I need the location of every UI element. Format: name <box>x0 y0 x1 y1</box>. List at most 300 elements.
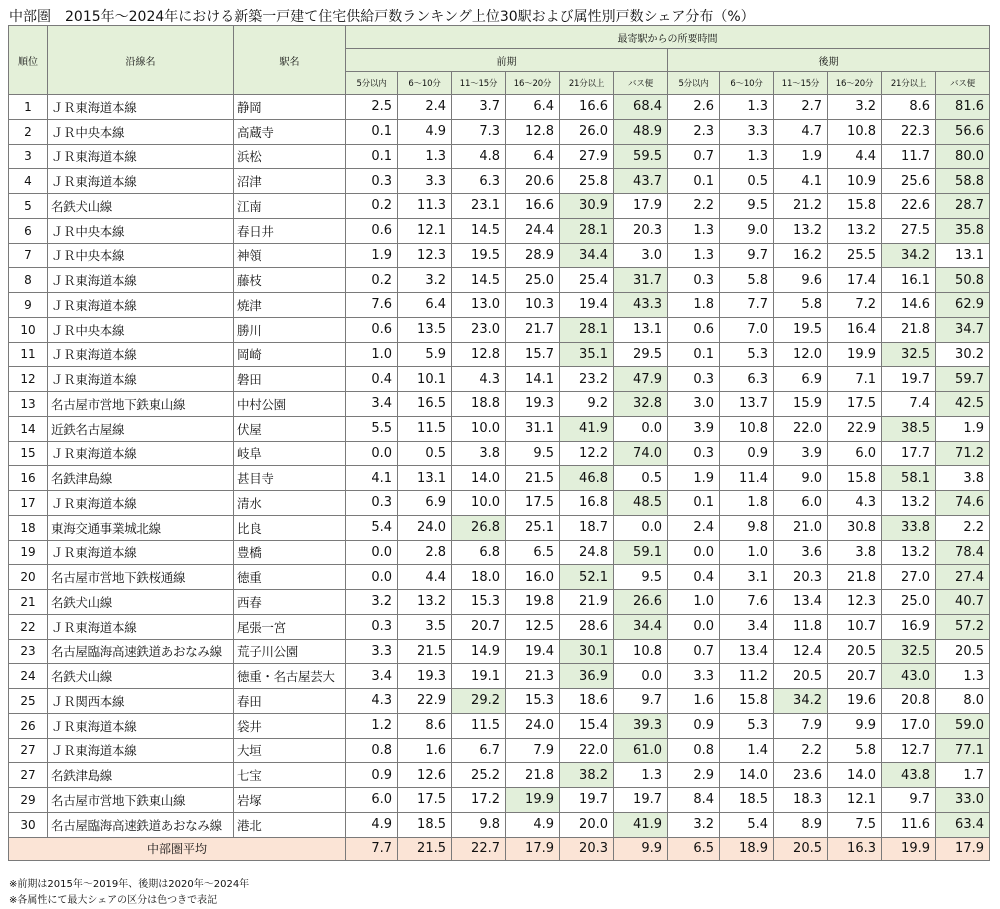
share-cell-p1: 22.9 <box>398 689 452 714</box>
share-cell-p2: 3.1 <box>720 565 774 590</box>
share-cell-p2: 9.7 <box>882 788 936 813</box>
share-cell-p1: 0.0 <box>614 416 668 441</box>
share-cell-p1: 9.7 <box>614 689 668 714</box>
share-cell-p1: 16.0 <box>506 565 560 590</box>
share-cell-p2: 8.0 <box>936 689 990 714</box>
line-cell: 名古屋市営地下鉄桜通線 <box>48 565 234 590</box>
share-cell-p2: 13.2 <box>828 218 882 243</box>
share-cell-p2: 17.5 <box>828 392 882 417</box>
table-row <box>9 590 990 615</box>
header-p2-category: 21分以上 <box>882 72 936 95</box>
share-cell-p2: 12.1 <box>828 788 882 813</box>
share-cell-p2: 28.7 <box>936 194 990 219</box>
share-cell-p2: 81.6 <box>936 95 990 120</box>
share-cell-p2: 18.3 <box>774 788 828 813</box>
share-cell-p1: 4.9 <box>398 119 452 144</box>
header-p2-category: 16～20分 <box>828 72 882 95</box>
share-cell-p2: 2.4 <box>668 515 720 540</box>
share-cell-p2: 9.0 <box>774 466 828 491</box>
share-cell-p1: 15.3 <box>506 689 560 714</box>
share-cell-p1: 4.8 <box>452 144 506 169</box>
share-cell-p2: 13.1 <box>936 243 990 268</box>
station-cell: 焼津 <box>234 293 346 318</box>
share-cell-p1: 15.3 <box>452 590 506 615</box>
average-cell-p2: 16.3 <box>828 837 882 860</box>
rank-cell: 15 <box>9 441 48 466</box>
line-cell: ＪＲ東海道本線 <box>48 441 234 466</box>
line-cell: 名古屋臨海高速鉄道あおなみ線 <box>48 639 234 664</box>
share-cell-p2: 12.4 <box>774 639 828 664</box>
share-cell-p2: 1.9 <box>668 466 720 491</box>
share-cell-p1: 28.9 <box>506 243 560 268</box>
share-cell-p2: 9.6 <box>774 268 828 293</box>
share-cell-p1: 6.9 <box>398 491 452 516</box>
share-cell-p2: 6.3 <box>720 367 774 392</box>
header-line: 沿線名 <box>48 26 234 95</box>
station-cell: 豊橋 <box>234 540 346 565</box>
share-cell-p2: 14.0 <box>720 763 774 788</box>
share-cell-p1: 17.9 <box>614 194 668 219</box>
share-cell-p2: 20.5 <box>774 664 828 689</box>
share-cell-p1: 0.0 <box>346 540 398 565</box>
share-cell-p2: 0.1 <box>668 342 720 367</box>
share-cell-p1: 16.6 <box>560 95 614 120</box>
share-cell-p1: 18.6 <box>560 689 614 714</box>
share-cell-p2: 5.8 <box>828 738 882 763</box>
share-cell-p2: 4.1 <box>774 169 828 194</box>
share-cell-p2: 22.0 <box>774 416 828 441</box>
table-row <box>9 689 990 714</box>
average-cell-p1: 22.7 <box>452 837 506 860</box>
share-cell-p1: 3.3 <box>346 639 398 664</box>
share-cell-p1: 6.5 <box>506 540 560 565</box>
line-cell: 名鉄犬山線 <box>48 194 234 219</box>
share-cell-p1: 0.3 <box>346 169 398 194</box>
share-cell-p2: 7.7 <box>720 293 774 318</box>
share-cell-p1: 68.4 <box>614 95 668 120</box>
share-cell-p2: 6.9 <box>774 367 828 392</box>
share-cell-p2: 3.9 <box>668 416 720 441</box>
share-cell-p2: 50.8 <box>936 268 990 293</box>
share-cell-p1: 11.5 <box>398 416 452 441</box>
share-cell-p1: 0.5 <box>398 441 452 466</box>
share-cell-p2: 20.7 <box>828 664 882 689</box>
share-cell-p2: 10.8 <box>720 416 774 441</box>
share-cell-p1: 13.1 <box>614 317 668 342</box>
share-cell-p2: 43.0 <box>882 664 936 689</box>
share-cell-p1: 25.1 <box>506 515 560 540</box>
table-row <box>9 565 990 590</box>
share-cell-p2: 30.2 <box>936 342 990 367</box>
share-cell-p1: 10.0 <box>452 491 506 516</box>
share-cell-p1: 3.8 <box>452 441 506 466</box>
share-cell-p1: 43.3 <box>614 293 668 318</box>
share-cell-p2: 11.8 <box>774 614 828 639</box>
share-cell-p2: 3.3 <box>720 119 774 144</box>
share-cell-p2: 40.7 <box>936 590 990 615</box>
line-cell: 近鉄名古屋線 <box>48 416 234 441</box>
share-cell-p2: 20.3 <box>774 565 828 590</box>
share-cell-p1: 38.2 <box>560 763 614 788</box>
share-cell-p1: 0.0 <box>346 441 398 466</box>
share-cell-p1: 52.1 <box>560 565 614 590</box>
share-cell-p2: 11.7 <box>882 144 936 169</box>
average-cell-p1: 20.3 <box>560 837 614 860</box>
share-cell-p2: 0.5 <box>720 169 774 194</box>
share-cell-p2: 25.0 <box>882 590 936 615</box>
share-cell-p2: 2.2 <box>936 515 990 540</box>
share-cell-p2: 15.8 <box>828 466 882 491</box>
share-cell-p2: 33.8 <box>882 515 936 540</box>
share-cell-p2: 1.4 <box>720 738 774 763</box>
share-cell-p1: 21.9 <box>560 590 614 615</box>
share-cell-p2: 19.6 <box>828 689 882 714</box>
rank-cell: 9 <box>9 293 48 318</box>
share-cell-p1: 3.3 <box>398 169 452 194</box>
station-cell: 静岡 <box>234 95 346 120</box>
share-cell-p2: 6.0 <box>774 491 828 516</box>
share-cell-p2: 7.6 <box>720 590 774 615</box>
table-row <box>9 763 990 788</box>
header-p2-category: バス便 <box>936 72 990 95</box>
share-cell-p1: 0.3 <box>346 491 398 516</box>
share-cell-p1: 24.8 <box>560 540 614 565</box>
share-cell-p1: 35.1 <box>560 342 614 367</box>
share-cell-p1: 19.1 <box>452 664 506 689</box>
rank-cell: 29 <box>9 788 48 813</box>
share-cell-p1: 30.1 <box>560 639 614 664</box>
rank-cell: 30 <box>9 812 48 837</box>
share-cell-p1: 28.1 <box>560 218 614 243</box>
share-cell-p2: 3.0 <box>668 392 720 417</box>
share-cell-p1: 17.2 <box>452 788 506 813</box>
share-cell-p2: 30.8 <box>828 515 882 540</box>
share-cell-p1: 18.5 <box>398 812 452 837</box>
share-cell-p1: 23.2 <box>560 367 614 392</box>
share-cell-p1: 25.0 <box>506 268 560 293</box>
station-cell: 神領 <box>234 243 346 268</box>
table-row <box>9 367 990 392</box>
share-cell-p2: 20.5 <box>828 639 882 664</box>
share-cell-p2: 3.6 <box>774 540 828 565</box>
share-cell-p1: 34.4 <box>560 243 614 268</box>
share-cell-p1: 9.5 <box>506 441 560 466</box>
share-cell-p2: 19.7 <box>882 367 936 392</box>
share-cell-p1: 16.8 <box>560 491 614 516</box>
share-cell-p2: 27.5 <box>882 218 936 243</box>
station-cell: 港北 <box>234 812 346 837</box>
share-cell-p1: 7.3 <box>452 119 506 144</box>
share-cell-p1: 6.8 <box>452 540 506 565</box>
table-row <box>9 95 990 120</box>
share-cell-p2: 1.0 <box>668 590 720 615</box>
share-cell-p2: 56.6 <box>936 119 990 144</box>
share-cell-p2: 34.2 <box>774 689 828 714</box>
share-cell-p1: 10.8 <box>614 639 668 664</box>
header-p2-category: 5分以内 <box>668 72 720 95</box>
share-cell-p2: 1.6 <box>668 689 720 714</box>
header-period-1: 前期 <box>346 49 668 72</box>
line-cell: ＪＲ東海道本線 <box>48 491 234 516</box>
share-cell-p1: 0.2 <box>346 268 398 293</box>
line-cell: ＪＲ関西本線 <box>48 689 234 714</box>
share-cell-p1: 3.4 <box>346 664 398 689</box>
share-cell-p1: 5.9 <box>398 342 452 367</box>
share-cell-p1: 2.4 <box>398 95 452 120</box>
share-cell-p2: 4.3 <box>828 491 882 516</box>
average-cell-p2: 6.5 <box>668 837 720 860</box>
share-cell-p2: 34.7 <box>936 317 990 342</box>
share-cell-p1: 6.4 <box>506 144 560 169</box>
share-cell-p2: 2.7 <box>774 95 828 120</box>
share-cell-p1: 12.5 <box>506 614 560 639</box>
share-cell-p1: 12.6 <box>398 763 452 788</box>
share-cell-p1: 3.2 <box>398 268 452 293</box>
share-cell-p1: 4.1 <box>346 466 398 491</box>
share-cell-p1: 22.0 <box>560 738 614 763</box>
share-cell-p1: 0.0 <box>614 515 668 540</box>
table-row <box>9 144 990 169</box>
share-cell-p1: 74.0 <box>614 441 668 466</box>
share-cell-p1: 14.1 <box>506 367 560 392</box>
share-cell-p1: 26.6 <box>614 590 668 615</box>
share-cell-p2: 42.5 <box>936 392 990 417</box>
station-cell: 伏屋 <box>234 416 346 441</box>
header-period-2: 後期 <box>668 49 990 72</box>
share-cell-p2: 5.3 <box>720 713 774 738</box>
rank-cell: 1 <box>9 95 48 120</box>
share-cell-p2: 74.6 <box>936 491 990 516</box>
rank-cell: 12 <box>9 367 48 392</box>
share-cell-p1: 0.9 <box>346 763 398 788</box>
share-cell-p2: 8.9 <box>774 812 828 837</box>
share-cell-p2: 3.9 <box>774 441 828 466</box>
share-cell-p1: 39.3 <box>614 713 668 738</box>
share-cell-p2: 9.0 <box>720 218 774 243</box>
share-cell-p1: 6.0 <box>346 788 398 813</box>
share-cell-p1: 21.8 <box>506 763 560 788</box>
share-cell-p1: 20.0 <box>560 812 614 837</box>
share-cell-p2: 57.2 <box>936 614 990 639</box>
share-cell-p1: 29.2 <box>452 689 506 714</box>
share-cell-p1: 16.6 <box>506 194 560 219</box>
line-cell: ＪＲ東海道本線 <box>48 738 234 763</box>
share-cell-p2: 2.9 <box>668 763 720 788</box>
share-cell-p2: 3.2 <box>828 95 882 120</box>
table-row <box>9 392 990 417</box>
share-cell-p2: 0.6 <box>668 317 720 342</box>
share-cell-p2: 13.2 <box>774 218 828 243</box>
share-cell-p2: 3.2 <box>668 812 720 837</box>
share-cell-p1: 30.9 <box>560 194 614 219</box>
line-cell: ＪＲ中央本線 <box>48 218 234 243</box>
rank-cell: 24 <box>9 664 48 689</box>
share-cell-p1: 6.4 <box>398 293 452 318</box>
share-cell-p2: 33.0 <box>936 788 990 813</box>
share-cell-p1: 26.8 <box>452 515 506 540</box>
share-cell-p1: 29.5 <box>614 342 668 367</box>
share-cell-p1: 17.5 <box>506 491 560 516</box>
share-cell-p2: 1.8 <box>668 293 720 318</box>
share-cell-p1: 1.9 <box>346 243 398 268</box>
share-cell-p1: 6.7 <box>452 738 506 763</box>
average-cell-p1: 17.9 <box>506 837 560 860</box>
share-cell-p2: 2.2 <box>774 738 828 763</box>
station-cell: 徳重 <box>234 565 346 590</box>
station-cell: 大垣 <box>234 738 346 763</box>
share-cell-p1: 0.8 <box>346 738 398 763</box>
share-cell-p1: 20.3 <box>614 218 668 243</box>
share-cell-p2: 32.5 <box>882 639 936 664</box>
share-cell-p1: 1.3 <box>614 763 668 788</box>
station-cell: 中村公園 <box>234 392 346 417</box>
share-cell-p2: 3.8 <box>828 540 882 565</box>
share-cell-p1: 25.8 <box>560 169 614 194</box>
share-cell-p1: 11.3 <box>398 194 452 219</box>
share-cell-p2: 21.8 <box>882 317 936 342</box>
average-row <box>9 837 990 860</box>
rank-cell: 6 <box>9 218 48 243</box>
share-cell-p1: 0.5 <box>614 466 668 491</box>
table-row <box>9 342 990 367</box>
share-cell-p1: 21.7 <box>506 317 560 342</box>
share-cell-p2: 5.8 <box>720 268 774 293</box>
share-cell-p1: 19.4 <box>506 639 560 664</box>
share-cell-p1: 25.4 <box>560 268 614 293</box>
rank-cell: 10 <box>9 317 48 342</box>
station-cell: 岡崎 <box>234 342 346 367</box>
share-cell-p2: 10.9 <box>828 169 882 194</box>
table-row <box>9 169 990 194</box>
share-cell-p1: 9.8 <box>452 812 506 837</box>
share-cell-p2: 58.8 <box>936 169 990 194</box>
rank-cell: 27 <box>9 738 48 763</box>
share-cell-p2: 15.9 <box>774 392 828 417</box>
share-cell-p1: 1.3 <box>398 144 452 169</box>
share-cell-p2: 71.2 <box>936 441 990 466</box>
table-row <box>9 664 990 689</box>
line-cell: 名鉄津島線 <box>48 763 234 788</box>
share-cell-p2: 9.5 <box>720 194 774 219</box>
line-cell: ＪＲ東海道本線 <box>48 268 234 293</box>
share-cell-p2: 25.5 <box>828 243 882 268</box>
share-cell-p2: 80.0 <box>936 144 990 169</box>
line-cell: 名鉄津島線 <box>48 466 234 491</box>
rank-cell: 13 <box>9 392 48 417</box>
share-cell-p1: 0.2 <box>346 194 398 219</box>
share-cell-p1: 0.4 <box>346 367 398 392</box>
share-cell-p2: 18.5 <box>720 788 774 813</box>
station-cell: 藤枝 <box>234 268 346 293</box>
share-cell-p2: 9.7 <box>720 243 774 268</box>
rank-cell: 16 <box>9 466 48 491</box>
share-cell-p2: 16.1 <box>882 268 936 293</box>
share-cell-p1: 10.1 <box>398 367 452 392</box>
share-cell-p2: 17.4 <box>828 268 882 293</box>
share-cell-p2: 3.4 <box>720 614 774 639</box>
share-cell-p1: 36.9 <box>560 664 614 689</box>
header-rank: 順位 <box>9 26 48 95</box>
table-row <box>9 218 990 243</box>
share-cell-p1: 19.8 <box>506 590 560 615</box>
line-cell: ＪＲ東海道本線 <box>48 95 234 120</box>
table-row <box>9 639 990 664</box>
share-cell-p2: 0.7 <box>668 144 720 169</box>
share-cell-p1: 26.0 <box>560 119 614 144</box>
line-cell: ＪＲ東海道本線 <box>48 342 234 367</box>
share-cell-p1: 12.8 <box>452 342 506 367</box>
ranking-table <box>8 25 990 861</box>
line-cell: ＪＲ東海道本線 <box>48 614 234 639</box>
share-cell-p1: 31.1 <box>506 416 560 441</box>
share-cell-p1: 24.0 <box>398 515 452 540</box>
share-cell-p1: 5.5 <box>346 416 398 441</box>
share-cell-p1: 2.5 <box>346 95 398 120</box>
share-cell-p2: 0.3 <box>668 268 720 293</box>
line-cell: 名鉄犬山線 <box>48 590 234 615</box>
station-cell: 春田 <box>234 689 346 714</box>
share-cell-p1: 13.0 <box>452 293 506 318</box>
line-cell: ＪＲ中央本線 <box>48 119 234 144</box>
share-cell-p1: 1.2 <box>346 713 398 738</box>
share-cell-p2: 19.9 <box>828 342 882 367</box>
share-cell-p2: 32.5 <box>882 342 936 367</box>
share-cell-p2: 1.3 <box>720 144 774 169</box>
share-cell-p2: 9.8 <box>720 515 774 540</box>
share-cell-p1: 47.9 <box>614 367 668 392</box>
share-cell-p1: 14.5 <box>452 218 506 243</box>
share-cell-p2: 22.9 <box>828 416 882 441</box>
share-cell-p2: 0.1 <box>668 491 720 516</box>
share-cell-p2: 43.8 <box>882 763 936 788</box>
rank-cell: 17 <box>9 491 48 516</box>
header-p1-category: 11～15分 <box>452 72 506 95</box>
header-station: 駅名 <box>234 26 346 95</box>
share-cell-p2: 16.4 <box>828 317 882 342</box>
table-row <box>9 317 990 342</box>
share-cell-p1: 0.6 <box>346 317 398 342</box>
rank-cell: 26 <box>9 713 48 738</box>
share-cell-p2: 5.8 <box>774 293 828 318</box>
share-cell-p2: 2.2 <box>668 194 720 219</box>
average-cell-p2: 19.9 <box>882 837 936 860</box>
header-p1-category: 16～20分 <box>506 72 560 95</box>
share-cell-p1: 3.4 <box>346 392 398 417</box>
share-cell-p1: 10.0 <box>452 416 506 441</box>
header-p1-category: 6～10分 <box>398 72 452 95</box>
share-cell-p2: 34.2 <box>882 243 936 268</box>
share-cell-p2: 20.5 <box>936 639 990 664</box>
station-cell: 磐田 <box>234 367 346 392</box>
share-cell-p1: 7.6 <box>346 293 398 318</box>
share-cell-p1: 10.3 <box>506 293 560 318</box>
share-cell-p2: 17.0 <box>882 713 936 738</box>
station-cell: 西春 <box>234 590 346 615</box>
share-cell-p1: 34.4 <box>614 614 668 639</box>
share-cell-p2: 11.4 <box>720 466 774 491</box>
rank-cell: 22 <box>9 614 48 639</box>
line-cell: ＪＲ東海道本線 <box>48 144 234 169</box>
share-cell-p2: 1.7 <box>936 763 990 788</box>
share-cell-p2: 14.6 <box>882 293 936 318</box>
share-cell-p1: 32.8 <box>614 392 668 417</box>
share-cell-p1: 19.7 <box>560 788 614 813</box>
station-cell: 岐阜 <box>234 441 346 466</box>
share-cell-p2: 0.0 <box>668 614 720 639</box>
share-cell-p2: 1.3 <box>720 95 774 120</box>
share-cell-p2: 15.8 <box>828 194 882 219</box>
share-cell-p1: 41.9 <box>560 416 614 441</box>
